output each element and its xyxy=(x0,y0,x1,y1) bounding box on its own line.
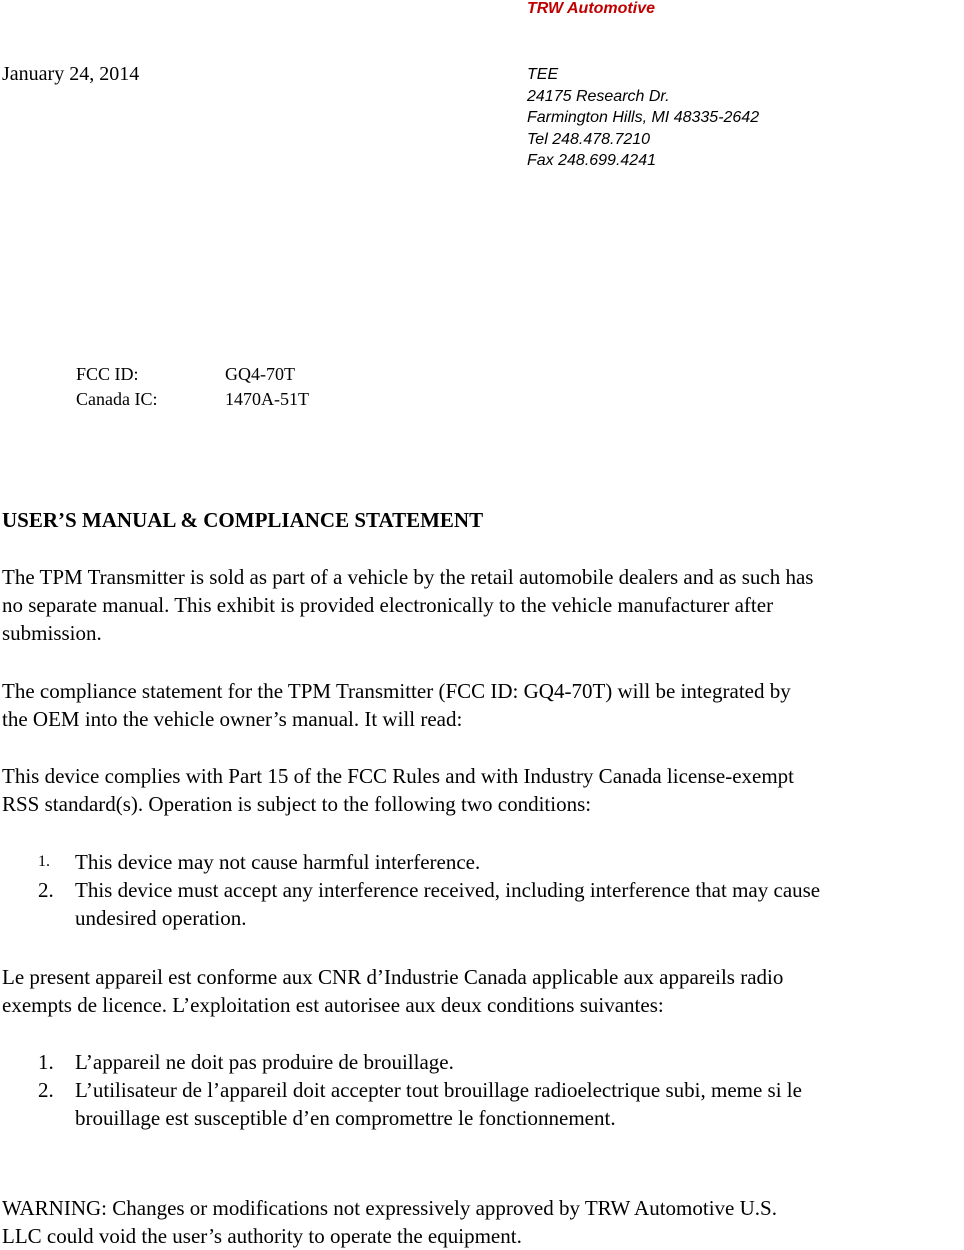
warning-line: LLC could void the user’s authority to operate the equipment. xyxy=(2,1224,522,1248)
french-line: Le present appareil est conforme aux CNR d’Industrie Canada applicable aux appareils radio xyxy=(2,965,784,989)
compliance-line: the OEM into the vehicle owner’s manual. It will read: xyxy=(2,707,463,731)
list-number: 2. xyxy=(38,1078,54,1102)
list-item xyxy=(38,1076,964,1132)
compliance-paragraph xyxy=(2,677,964,733)
list-item xyxy=(38,1048,964,1076)
address-line-org: TEE xyxy=(527,66,559,83)
address-line-fax: Fax 248.699.4241 xyxy=(527,152,656,169)
canada-ic-value: 1470A-51T xyxy=(225,389,309,409)
letter-date: January 24, 2014 xyxy=(2,63,140,85)
list-text xyxy=(75,1048,454,1076)
fcc-id-label: FCC ID: xyxy=(76,364,139,384)
intro-paragraph xyxy=(2,563,964,647)
list-number: 2. xyxy=(38,878,54,902)
warning-paragraph xyxy=(2,1194,964,1250)
compliance-line: The compliance statement for the TPM Transmitter (FCC ID: GQ4-70T) will be integrated by xyxy=(2,679,791,703)
list-line: This device may not cause harmful interference. xyxy=(75,850,481,874)
conditions-list-fr xyxy=(38,1048,964,1132)
intro-line: submission. xyxy=(2,621,102,645)
canada-ic-row xyxy=(76,387,309,412)
device-line: RSS standard(s). Operation is subject to the following two conditions: xyxy=(2,792,592,816)
list-line: brouillage est susceptible d’en compromettre le fonctionnement. xyxy=(75,1106,616,1130)
list-line: This device must accept any interference received, including interference that may cause xyxy=(75,878,821,902)
address-line-city: Farmington Hills, MI 48335-2642 xyxy=(527,109,760,126)
canada-ic-label: Canada IC: xyxy=(76,389,158,409)
company-name: TRW Automotive xyxy=(527,0,655,17)
fcc-id-value: GQ4-70T xyxy=(225,364,295,384)
list-number: 1. xyxy=(38,853,50,870)
list-line: L’appareil ne doit pas produire de brouillage. xyxy=(75,1050,454,1074)
list-item xyxy=(38,876,964,932)
list-text xyxy=(75,848,480,876)
list-item xyxy=(38,848,964,876)
french-paragraph xyxy=(2,963,964,1019)
device-line: This device complies with Part 15 of the FCC Rules and with Industry Canada license-exempt xyxy=(2,764,795,788)
warning-line: WARNING: Changes or modifications not expressively approved by TRW Automotive U.S. xyxy=(2,1196,777,1220)
device-statement-paragraph xyxy=(2,762,964,818)
intro-line: no separate manual. This exhibit is provided electronically to the vehicle manufacturer after xyxy=(2,593,774,617)
list-line: undesired operation. xyxy=(75,906,247,930)
list-text xyxy=(75,1076,802,1132)
company-address xyxy=(527,64,759,172)
conditions-list-en xyxy=(38,848,964,932)
list-text xyxy=(75,876,820,932)
list-line: L’utilisateur de l’appareil doit accepter tout brouillage radioelectrique subi, meme si le xyxy=(75,1078,802,1102)
address-line-street: 24175 Research Dr. xyxy=(527,87,670,105)
intro-line: The TPM Transmitter is sold as part of a vehicle by the retail automobile dealers and as such has xyxy=(2,565,814,589)
fcc-id-row xyxy=(76,362,309,387)
address-line-tel: Tel 248.478.7210 xyxy=(527,130,651,148)
document-title: USER’S MANUAL & COMPLIANCE STATEMENT xyxy=(2,508,484,532)
list-number: 1. xyxy=(38,1050,54,1074)
identifier-block xyxy=(76,362,309,412)
french-line: exempts de licence. L’exploitation est autorisee aux deux conditions suivantes: xyxy=(2,993,664,1017)
